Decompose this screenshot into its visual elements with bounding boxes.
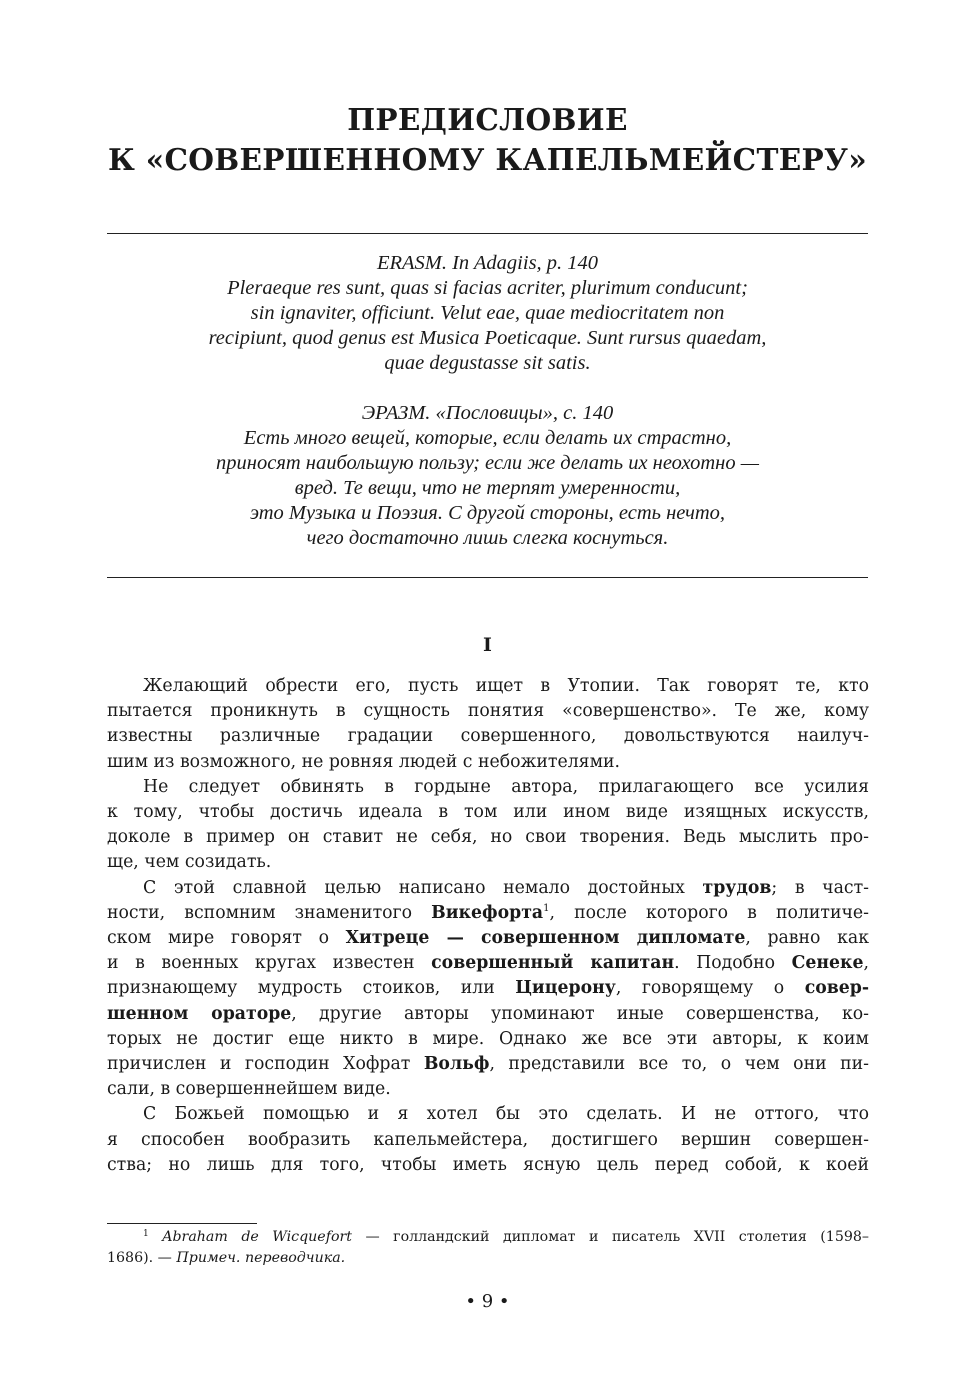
text-line: Желающий обрести его, пусть ищет в Утопии. Так говорят те, кто — [143, 676, 869, 696]
bold-term: Вольф — [423, 1054, 490, 1075]
epigraph-latin-source: ERASM. In Adagiis, p. 140 — [376, 252, 599, 274]
bold-term: совер- — [804, 978, 869, 999]
footnote-divider — [107, 1223, 257, 1224]
bold-term: совершенный капитан — [431, 953, 675, 974]
footnote-reference: 1 — [543, 902, 550, 914]
text-line: ности, вспомним знаменитого Викефорта$^1$, после которого в политиче- — [107, 902, 869, 923]
epigraph-latin-line: sin ignaviter, officiunt. Velut eae, quae mediocritatem non — [250, 302, 725, 324]
text-line: доколе в пример он ставит не себя, но свои творения. Ведь мыслить про- — [107, 827, 869, 848]
footnote-line: 1686). — Примеч. переводчика. — [107, 1250, 346, 1266]
text-line: С этой славной целью написано немало достойных трудов; в част- — [143, 877, 869, 898]
section-number: I — [483, 634, 492, 656]
epigraph-russian — [107, 401, 868, 551]
bottom-divider — [107, 577, 868, 578]
chapter-title-line-1: ПРЕДИСЛОВИЕ — [347, 102, 628, 137]
paragraph-3 — [107, 876, 869, 1103]
text-line: Не следует обвинять в гордыне автора, прилагающего все усилия — [143, 776, 869, 797]
text-line: шим из возможного, не ровняя людей с небожителями. — [107, 751, 621, 772]
bold-term: шенном ораторе — [107, 1003, 292, 1024]
bold-term: Викефорта — [431, 902, 544, 923]
footnote-line: $^1$ Abraham de Wicquefort — голландский дипломат и писатель XVII столетия (1598– — [143, 1229, 869, 1245]
epigraph-russian-line: чего достаточно лишь слегка коснуться. — [306, 527, 669, 549]
top-divider — [107, 233, 868, 234]
text-line: торых не достиг еще никто в мире. Однако же все эти авторы, к коим — [107, 1028, 869, 1049]
text-line: причислен и господин Хофрат Вольф, представили все то, о чем они пи- — [107, 1054, 869, 1075]
bold-term: Цицерону — [515, 978, 616, 999]
footnote-name: Abraham de Wicquefort — [162, 1229, 352, 1245]
paragraph-1 — [107, 674, 869, 775]
text-line: сали, в совершеннейшем виде. — [107, 1079, 391, 1100]
paragraph-4 — [107, 1102, 869, 1178]
text-line: к тому, чтобы достичь идеала в том или ином виде изящных искусств, — [107, 802, 869, 823]
chapter-title — [0, 100, 975, 180]
text-line: и в военных кругах известен совершенный капитан. Подобно Сенеке, — [107, 953, 870, 974]
epigraph-latin-line: quae degustasse sit satis. — [384, 352, 591, 374]
epigraph-russian-line: вред. Те вещи, что не терпят умеренности, — [294, 477, 681, 499]
page-number: • 9 • — [465, 1291, 510, 1312]
text-line: я способен вообразить капельмейстера, достигшего вершин совершен- — [107, 1129, 869, 1150]
epigraph-russian-line: приносят наибольшую пользу; если же делать их неохотно — — [216, 452, 759, 474]
text-line: шенном ораторе, другие авторы упоминают иные совершенства, ко- — [107, 1003, 869, 1024]
chapter-title-line-2: К «СОВЕРШЕННОМУ КАПЕЛЬМЕЙСТЕРУ» — [108, 142, 867, 177]
text-line: известны различные градации совершенного, довольствуются наилуч- — [107, 726, 869, 747]
epigraph-russian-line: Есть много вещей, которые, если делать их страстно, — [243, 427, 732, 449]
text-line: ском мире говорят о Хитреце — совершенном дипломате, равно как — [107, 928, 869, 949]
epigraph-russian-line: это Музыка и Поэзия. С другой стороны, есть нечто, — [249, 502, 726, 524]
epigraph-latin-line: Pleraeque res sunt, quas si facias acriter, plurimum conducunt; — [227, 277, 748, 299]
epigraph-latin-line: recipiunt, quod genus est Musica Poeticaque. Sunt rursus quaedam, — [208, 327, 767, 349]
bold-term: Сенеке — [791, 953, 864, 974]
footnote — [107, 1227, 869, 1269]
footnote-mark: 1 — [143, 1229, 149, 1239]
text-line: ства; но лишь для того, чтобы иметь ясную цель перед собой, к коей — [107, 1154, 869, 1175]
translator-note: Примеч. переводчика. — [176, 1250, 346, 1266]
bold-term: Хитреце — совершенном дипломате — [345, 928, 746, 949]
bold-term: трудов — [702, 877, 772, 898]
text-line: С Божьей помощью и я хотел бы это сделать. И не оттого, что — [143, 1104, 869, 1125]
text-line: ще, чем созидать. — [107, 852, 272, 873]
body-text — [107, 674, 869, 1178]
epigraph-russian-source: ЭРАЗМ. «Пословицы», с. 140 — [361, 402, 614, 424]
text-line: пытается проникнуть в сущность понятия «совершенство». Те же, кому — [107, 701, 869, 722]
epigraph-latin — [107, 251, 868, 376]
text-line: признающему мудрость стоиков, или Цицерону, говорящему о совер- — [107, 978, 869, 999]
paragraph-2 — [107, 775, 869, 876]
